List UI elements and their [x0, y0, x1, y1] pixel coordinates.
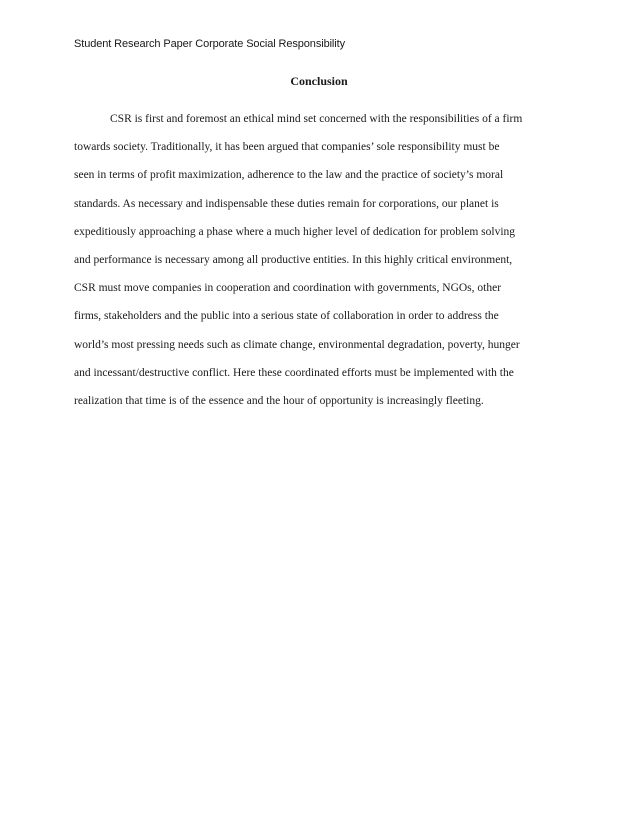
- body-line: firms, stakeholders and the public into a serious state of collaboration in order to address the: [74, 310, 499, 323]
- body-line: world’s most pressing needs such as climate change, environmental degradation, poverty, hunger: [74, 338, 520, 351]
- body-line: CSR is first and foremost an ethical mind set concerned with the responsibilities of a firm: [110, 113, 523, 125]
- body-line: standards. As necessary and indispensable these duties remain for corporations, our planet is: [74, 197, 499, 210]
- body-paragraph: [74, 112, 574, 422]
- body-line: towards society. Traditionally, it has been argued that companies’ sole responsibility must be: [74, 141, 500, 154]
- section-heading: Conclusion: [290, 74, 348, 88]
- body-line: expeditiously approaching a phase where a much higher level of dedication for problem solving: [74, 225, 516, 238]
- body-line: realization that time is of the essence and the hour of opportunity is increasingly fleeting.: [74, 394, 484, 407]
- body-line: seen in terms of profit maximization, adherence to the law and the practice of society’s moral: [74, 169, 504, 182]
- body-line: and performance is necessary among all productive entities. In this highly critical environment,: [74, 253, 513, 266]
- running-header: Student Research Paper Corporate Social Responsibility: [74, 38, 345, 50]
- body-line: CSR must move companies in cooperation and coordination with governments, NGOs, other: [74, 282, 502, 295]
- body-line: and incessant/destructive conflict. Here these coordinated efforts must be implemented with the: [74, 366, 514, 379]
